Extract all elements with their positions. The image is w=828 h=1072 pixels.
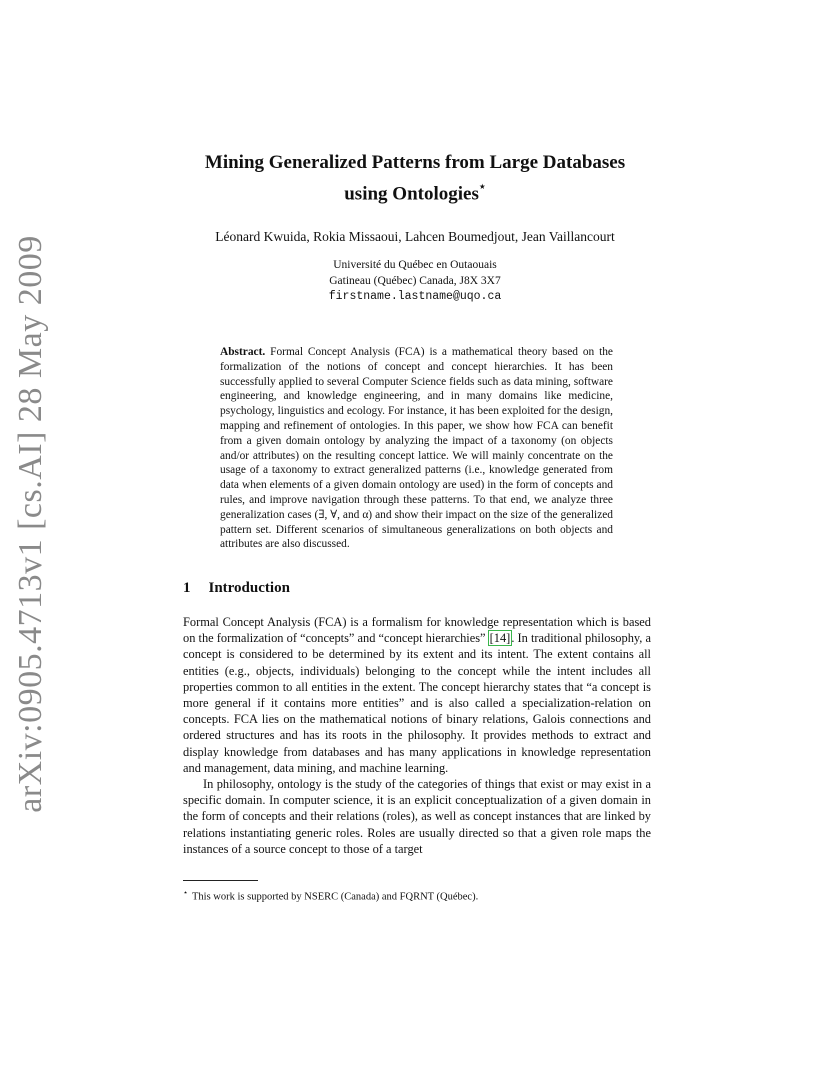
affiliation-address: Gatineau (Québec) Canada, J8X 3X7	[329, 274, 501, 287]
footnote-mark: ⋆	[183, 888, 189, 897]
footnote	[183, 886, 478, 905]
arxiv-identifier: arXiv:0905.4713v1 [cs.AI] 28 May 2009	[12, 235, 49, 813]
author-list: Léonard Kwuida, Rokia Missaoui, Lahcen Boumedjout, Jean Vaillancourt	[215, 229, 615, 244]
footnote-text: This work is supported by NSERC (Canada) and FQRNT (Québec).	[192, 891, 479, 903]
section-number: 1	[183, 580, 191, 596]
abstract-text: Formal Concept Analysis (FCA) is a mathematical theory based on the formalization of the notions of concept and concept hierarchies. It has been successfully applied to several Computer Science fields such as data mining, software engineering, and knowledge engineering, and in many domains like medicine, psychology, linguistics and ecology. For instance, it has been exploited for the design, mapping and refinement of ontologies. In this paper, we show how FCA can benefit from a given domain ontology by analyzing the impact of a taxonomy (on objects and/or attributes) on the resulting concept lattice. We will mainly concentrate on the usage of a taxonomy to extract generalized patterns (i.e., knowledge generated from data when elements of a given domain ontology are used) in the form of concepts and rules, and improve navigation through these patterns. To that end, we analyze three generalization cases (∃, ∀, and α) and show their impact on the size of the generalized pattern set. Different scenarios of simultaneous generalizations on both objects and attributes are also discussed.	[220, 346, 613, 551]
section-title: Introduction	[208, 580, 290, 596]
author-email: firstname.lastname@uqo.ca	[328, 290, 502, 303]
paragraph-2: In philosophy, ontology is the study of the categories of things that exist or may exist in a specific domain. In computer science, it is an explicit conceptualization of a given domain in the form of concepts and their relations (roles), as well as concept instances that are linked by relations instantiating generic roles. Roles are usually directed so that a given role maps the instances of a source concept to those of a target	[183, 777, 651, 856]
section-heading	[183, 580, 290, 597]
paper-title	[160, 150, 670, 207]
abstract-label: Abstract.	[220, 346, 266, 358]
citation-link[interactable]: [14]	[489, 631, 511, 646]
footnote-divider	[183, 880, 258, 881]
title-line-2	[160, 176, 670, 207]
paragraph-1-text-b: . In traditional philosophy, a concept is considered to be determined by its extent and its intent. The extent contains all entities (e.g., objects, individuals) belonging to the concept while the intent includes all properties common to all entities in the extent. The concept hierarchy states that “a concept is more general if it contains more entities” and is also called a specialization-relation on concepts. FCA lies on the mathematical notions of binary relations, Galois connections and ordered structures and has its roots in the philosophy. It provides methods to extract and display knowledge from databases and has many applications in knowledge representation and management, data mining, and machine learning.	[183, 631, 651, 775]
paragraph-1-text-a: Formal Concept Analysis (FCA) is a formalism for knowledge representation which is based on the formalization of “concepts” and “concept hierarchies”	[183, 615, 651, 646]
arxiv-sidebar	[0, 0, 60, 1072]
title-line-1: Mining Generalized Patterns from Large Databases	[204, 152, 626, 173]
abstract	[220, 345, 613, 552]
title-line-2-text: using Ontologies	[344, 183, 479, 205]
affiliation	[160, 258, 670, 305]
section-body	[183, 614, 651, 857]
title-footnote-mark: ⋆	[478, 181, 486, 193]
paragraph-1	[183, 614, 651, 776]
affiliation-institution: Université du Québec en Outaouais	[333, 259, 497, 271]
